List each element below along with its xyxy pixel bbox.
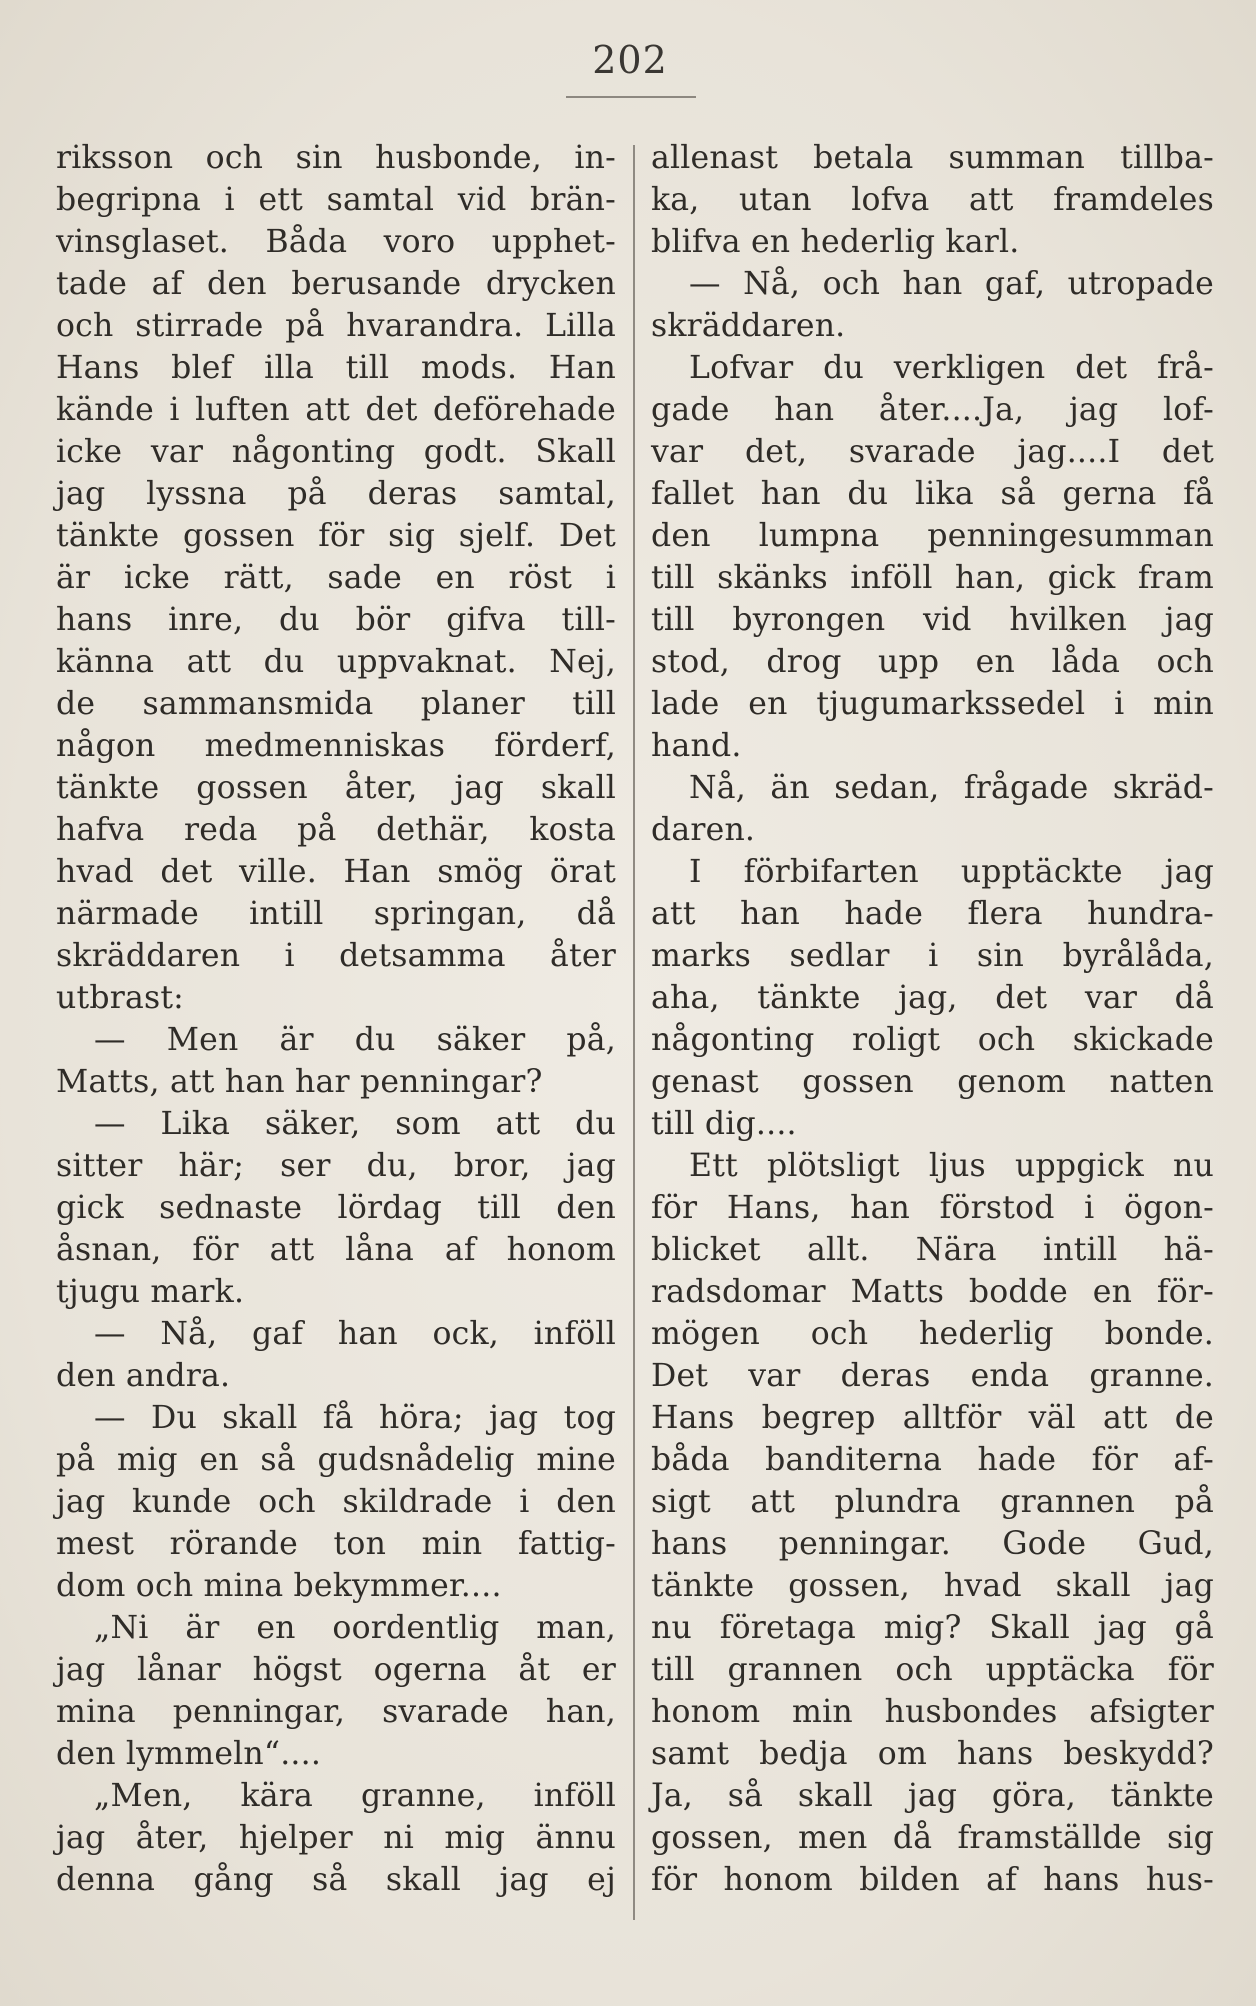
left-text-column	[56, 137, 616, 1901]
text-line: de sammansmida planer till	[56, 686, 616, 722]
text-line: denna gång så skall jag ej	[56, 1862, 616, 1898]
text-line: stod, drog upp en låda och	[651, 644, 1214, 680]
text-line: mest rörande ton min fattig-	[56, 1526, 616, 1562]
text-line: — Nå, gaf han ock, inföll	[94, 1316, 616, 1352]
text-line: mögen och hederlig bonde.	[651, 1316, 1214, 1352]
text-line: tjugu mark.	[56, 1274, 245, 1310]
text-line: tänkte gossen åter, jag skall	[56, 770, 616, 806]
page-number: 202	[592, 38, 668, 82]
text-line: allenast betala summan tillba-	[651, 140, 1214, 176]
text-line: var det, svarade jag....I det	[651, 434, 1214, 470]
text-line: sitter här; ser du, bror, jag	[56, 1148, 616, 1184]
text-line: Lofvar du verkligen det frå-	[689, 350, 1214, 386]
text-line: Hans begrep alltför väl att de	[651, 1400, 1214, 1436]
text-line: till byrongen vid hvilken jag	[651, 602, 1214, 638]
text-line: gossen, men då framställde sig	[651, 1820, 1214, 1856]
text-line: Nå, än sedan, frågade skräd-	[689, 770, 1214, 806]
text-line: vinsglaset. Båda voro upphet-	[56, 224, 616, 260]
text-line: — Lika säker, som att du	[94, 1106, 616, 1142]
text-line: hand.	[651, 728, 742, 764]
text-line: hvad det ville. Han smög örat	[56, 854, 616, 890]
text-line: blicket allt. Nära intill hä-	[651, 1232, 1214, 1268]
text-line: båda banditerna hade för af-	[651, 1442, 1214, 1478]
text-line: den lumpna penningesumman	[651, 518, 1214, 554]
text-line: aha, tänkte jag, det var då	[651, 980, 1214, 1016]
text-line: den andra.	[56, 1358, 231, 1394]
text-line: till dig....	[651, 1106, 797, 1142]
text-line: skräddaren i detsamma åter	[56, 938, 616, 974]
text-line: Ett plötsligt ljus uppgick nu	[689, 1148, 1214, 1184]
text-line: någon medmenniskas förderf,	[56, 728, 616, 764]
text-line: Matts, att han har penningar?	[56, 1064, 543, 1100]
text-line: känna att du uppvaknat. Nej,	[56, 644, 616, 680]
text-line: Ja, så skall jag göra, tänkte	[651, 1778, 1214, 1814]
text-line: för honom bilden af hans hus-	[651, 1862, 1214, 1898]
text-line: — Du skall få höra; jag tog	[94, 1400, 616, 1436]
right-text-column	[651, 137, 1214, 1901]
text-line: är icke rätt, sade en röst i	[56, 560, 616, 596]
text-line: marks sedlar i sin byrålåda,	[651, 938, 1214, 974]
text-line: lade en tjugumarkssedel i min	[651, 686, 1214, 722]
text-line: — Men är du säker på,	[94, 1022, 616, 1058]
text-line: honom min husbondes afsigter	[651, 1694, 1214, 1730]
text-line: sigt att plundra grannen på	[651, 1484, 1214, 1520]
text-line: nu företaga mig? Skall jag gå	[651, 1610, 1214, 1646]
text-line: begripna i ett samtal vid brän-	[56, 182, 616, 218]
text-line: hans inre, du bör gifva till-	[56, 602, 616, 638]
text-line: Hans blef illa till mods. Han	[56, 350, 616, 386]
text-line: „Ni är en oordentlig man,	[94, 1610, 616, 1646]
text-line: icke var någonting godt. Skall	[56, 434, 616, 470]
text-line: närmade intill springan, då	[56, 896, 616, 932]
text-line: jag lyssna på deras samtal,	[56, 476, 616, 512]
header-rule	[566, 96, 696, 98]
text-line: tade af den berusande drycken	[56, 266, 616, 302]
text-line: på mig en så gudsnådelig mine	[56, 1442, 616, 1478]
text-line: skräddaren.	[651, 308, 846, 344]
text-line: blifva en hederlig karl.	[651, 224, 1020, 260]
text-line: och stirrade på hvarandra. Lilla	[56, 308, 616, 344]
text-line: fallet han du lika så gerna få	[651, 476, 1214, 512]
text-line: genast gossen genom natten	[651, 1064, 1214, 1100]
text-line: till grannen och upptäcka för	[651, 1652, 1214, 1688]
text-line: tänkte gossen, hvad skall jag	[651, 1568, 1214, 1604]
column-divider	[633, 145, 635, 1920]
text-line: gick sednaste lördag till den	[56, 1190, 616, 1226]
text-line: jag lånar högst ogerna åt er	[56, 1652, 616, 1688]
text-line: någonting roligt och skickade	[651, 1022, 1214, 1058]
text-line: daren.	[651, 812, 756, 848]
text-line: den lymmeln“....	[56, 1736, 322, 1772]
text-line: åsnan, för att låna af honom	[56, 1232, 616, 1268]
text-line: tänkte gossen för sig sjelf. Det	[56, 518, 616, 554]
text-line: att han hade flera hundra-	[651, 896, 1214, 932]
text-line: jag kunde och skildrade i den	[56, 1484, 616, 1520]
text-line: samt bedja om hans beskydd?	[651, 1736, 1214, 1772]
text-line: ka, utan lofva att framdeles	[651, 182, 1214, 218]
text-line: utbrast:	[56, 980, 184, 1016]
text-line: — Nå, och han gaf, utropade	[689, 266, 1214, 302]
text-line: gade han åter....Ja, jag lof-	[651, 392, 1214, 428]
text-line: hafva reda på dethär, kosta	[56, 812, 616, 848]
text-line: till skänks inföll han, gick fram	[651, 560, 1214, 596]
text-line: I förbifarten upptäckte jag	[689, 854, 1214, 890]
text-line: för Hans, han förstod i ögon-	[651, 1190, 1214, 1226]
text-line: hans penningar. Gode Gud,	[651, 1526, 1214, 1562]
text-line: jag åter, hjelper ni mig ännu	[56, 1820, 616, 1856]
text-line: riksson och sin husbonde, in-	[56, 140, 616, 176]
text-line: Det var deras enda granne.	[651, 1358, 1214, 1394]
text-line: dom och mina bekymmer....	[56, 1568, 502, 1604]
text-line: „Men, kära granne, inföll	[94, 1778, 616, 1814]
text-line: mina penningar, svarade han,	[56, 1694, 616, 1730]
text-line: radsdomar Matts bodde en för-	[651, 1274, 1214, 1310]
text-line: kände i luften att det deförehade	[56, 392, 616, 428]
